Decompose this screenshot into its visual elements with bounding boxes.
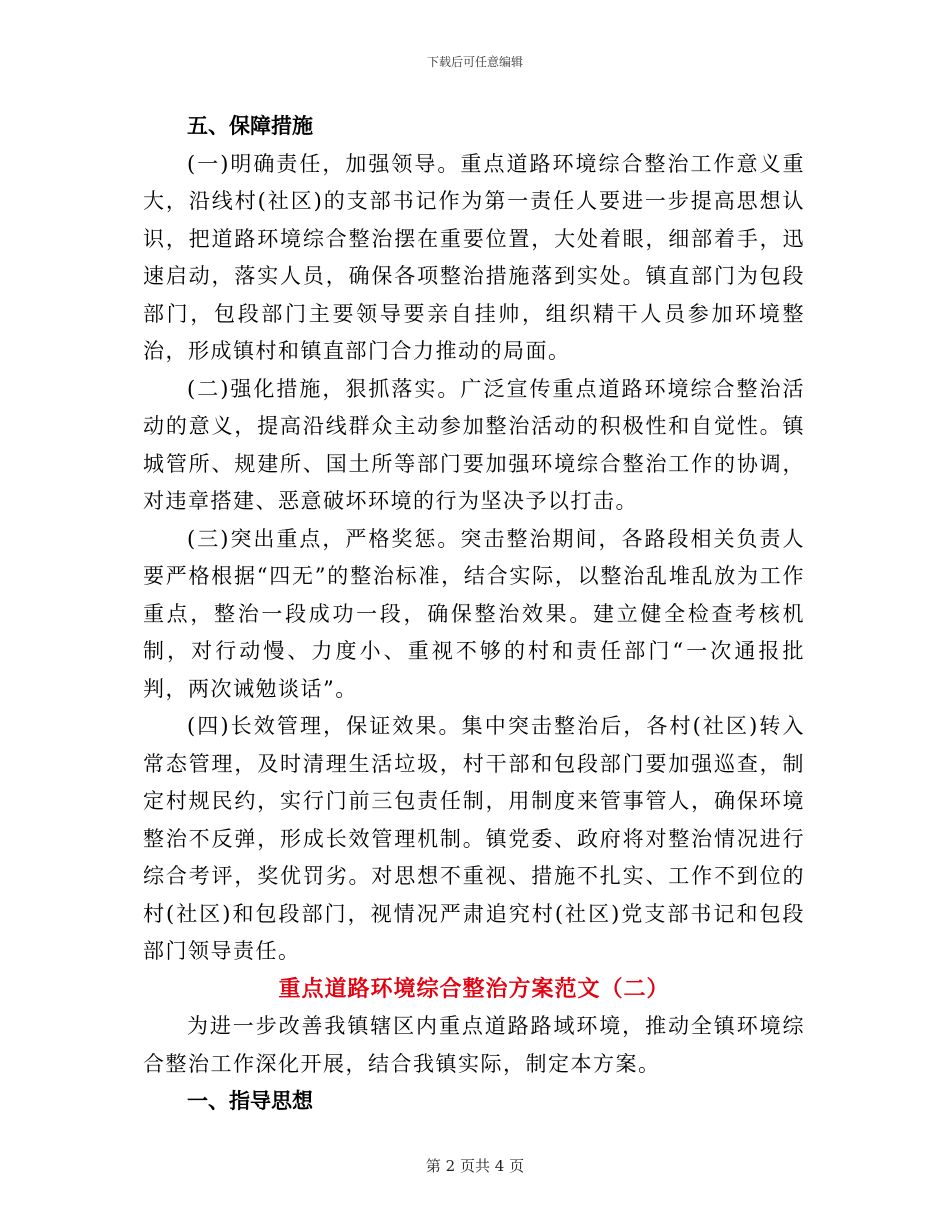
document-title-part-two: 重点道路环境综合整治方案范文（二） [278, 976, 670, 1002]
paragraph-intro: 为进一步改善我镇辖区内重点道路路域环境，推动全镇环境综合整治工作深化开展，结合我镇实际，制定本方案。 [143, 1014, 805, 1076]
paragraph-responsibility: (一)明确责任，加强领导。重点道路环境综合整治工作意义重大，沿线村(社区)的支部书记作为第一责任人要进一步提高思想认识，把道路环境综合整治摆在重要位置，大处着眼，细部着手，迅速启动，落实人员，确保各项整治措施落到实处。镇直部门为包段部门，包段部门主要领导要亲自挂帅，组织精干人员参加环境整治，形成镇村和镇直部门合力推动的局面。 [143, 151, 805, 363]
section-heading-safeguards: 五、保障措施 [187, 114, 313, 138]
section-heading-guiding-ideology: 一、指导思想 [187, 1089, 313, 1113]
paragraph-rewards-penalties: (三)突出重点，严格奖惩。突击整治期间，各路段相关负责人要严格根据“四无”的整治标准，结合实际，以整治乱堆乱放为工作重点，整治一段成功一段，确保整治效果。建立健全检查考核机制，对行动慢、力度小、重视不够的村和责任部门“一次通报批判，两次诫勉谈话”。 [143, 526, 805, 701]
document-body [143, 108, 805, 1121]
page-header: 下载后可任意编辑 [426, 55, 523, 69]
paragraph-measures: (二)强化措施，狠抓落实。广泛宣传重点道路环境综合整治活动的意义，提高沿线群众主动参加整治活动的积极性和自觉性。镇城管所、规建所、国土所等部门要加强环境综合整治工作的协调，对违章搭建、恶意破坏环境的行为坚决予以打击。 [143, 376, 805, 513]
page-number: 第 2 页共 4 页 [425, 1157, 525, 1175]
paragraph-long-term-management: (四)长效管理，保证效果。集中突击整治后，各村(社区)转入常态管理，及时清理生活垃圾，村干部和包段部门要加强巡查，制定村规民约，实行门前三包责任制，用制度来管事管人，确保环境整治不反弹，形成长效管理机制。镇党委、政府将对整治情况进行综合考评，奖优罚劣。对思想不重视、措施不扎实、工作不到位的村(社区)和包段部门，视情况严肃追究村(社区)党支部书记和包段部门领导责任。 [143, 714, 805, 963]
